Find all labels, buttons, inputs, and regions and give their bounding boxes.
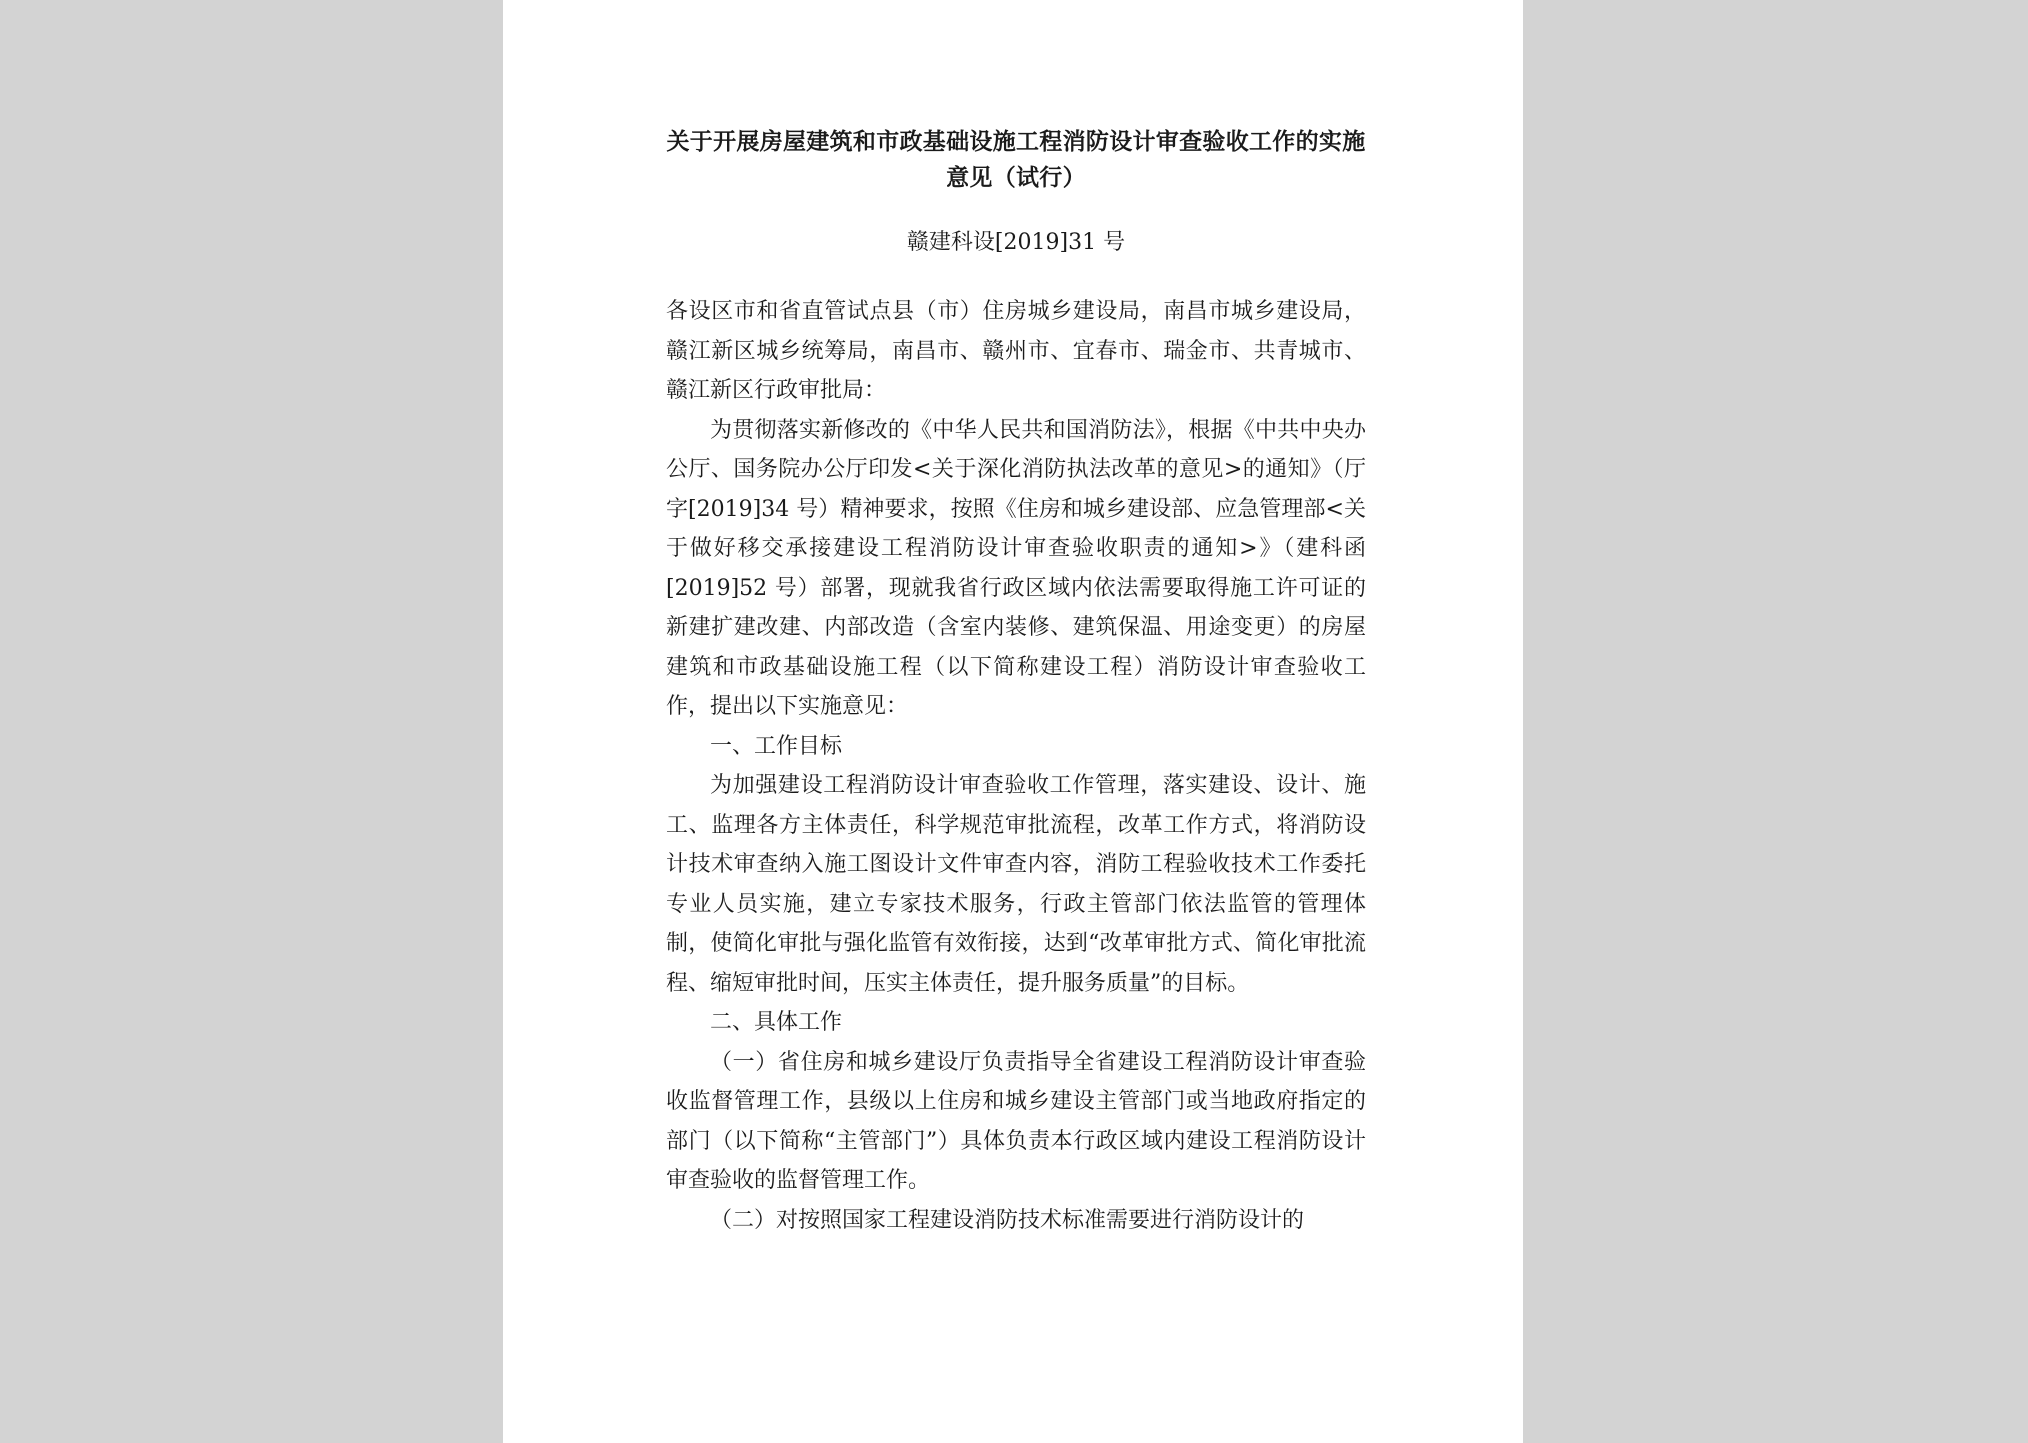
recipients-line: 各设区市和省直管试点县（市）住房城乡建设局，南昌市城乡建设局，赣江新区城乡统筹局，南昌市、赣州市、宜春市、瑞金市、共青城市、赣江新区行政审批局： <box>666 299 1366 403</box>
paragraph-task-2: （二）对按照国家工程建设消防技术标准需要进行消防设计的 <box>710 1207 1305 1233</box>
document-body <box>666 292 1366 1240</box>
section-heading-tasks: 二、具体工作 <box>710 1010 843 1035</box>
page-content <box>666 124 1366 1240</box>
paragraph-task-1: （一）省住房和城乡建设厅负责指导全省建设工程消防设计审查验收监督管理工作，县级以上住房和城乡建设主管部门或当地政府指定的部门（以下简称“主管部门”）具体负责本行政区域内建设工程消防设计审查验收的监督管理工作。 <box>666 1049 1366 1193</box>
document-title: 关于开展房屋建筑和市政基础设施工程消防设计审查验收工作的实施意见（试行） <box>666 128 1366 191</box>
paragraph-goals: 为加强建设工程消防设计审查验收工作管理，落实建设、设计、施工、监理各方主体责任，科学规范审批流程，改革工作方式，将消防设计技术审查纳入施工图设计文件审查内容，消防工程验收技术工作委托专业人员实施，建立专家技术服务，行政主管部门依法监管的管理体制，使简化审批与强化监管有效衔接，达到“改革审批方式、简化审批流程、缩短审批时间，压实主体责任，提升服务质量”的目标。 <box>666 773 1366 996</box>
section-heading-goals: 一、工作目标 <box>710 733 843 759</box>
document-number: 赣建科设[2019]31 号 <box>906 230 1126 255</box>
document-page <box>503 0 1523 1443</box>
paragraph-intro: 为贯彻落实新修改的《中华人民共和国消防法》，根据《中共中央办公厅、国务院办公厅印发<关于深化消防执法改革的意见>的通知》（厅字[2019]34 号）精神要求，按照《住房和城乡建设部、应急管理部<关于做好移交承接建设工程消防设计审查验收职责的通知>》（建科函[2019]52 号）部署，现就我省行政区域内依法需要取得施工许可证的新建扩建改建、内部改造（含室内装修、建筑保温、用途变更）的房屋建筑和市政基础设施工程（以下简称建设工程）消防设计审查验收工作，提出以下实施意见： <box>666 417 1366 719</box>
